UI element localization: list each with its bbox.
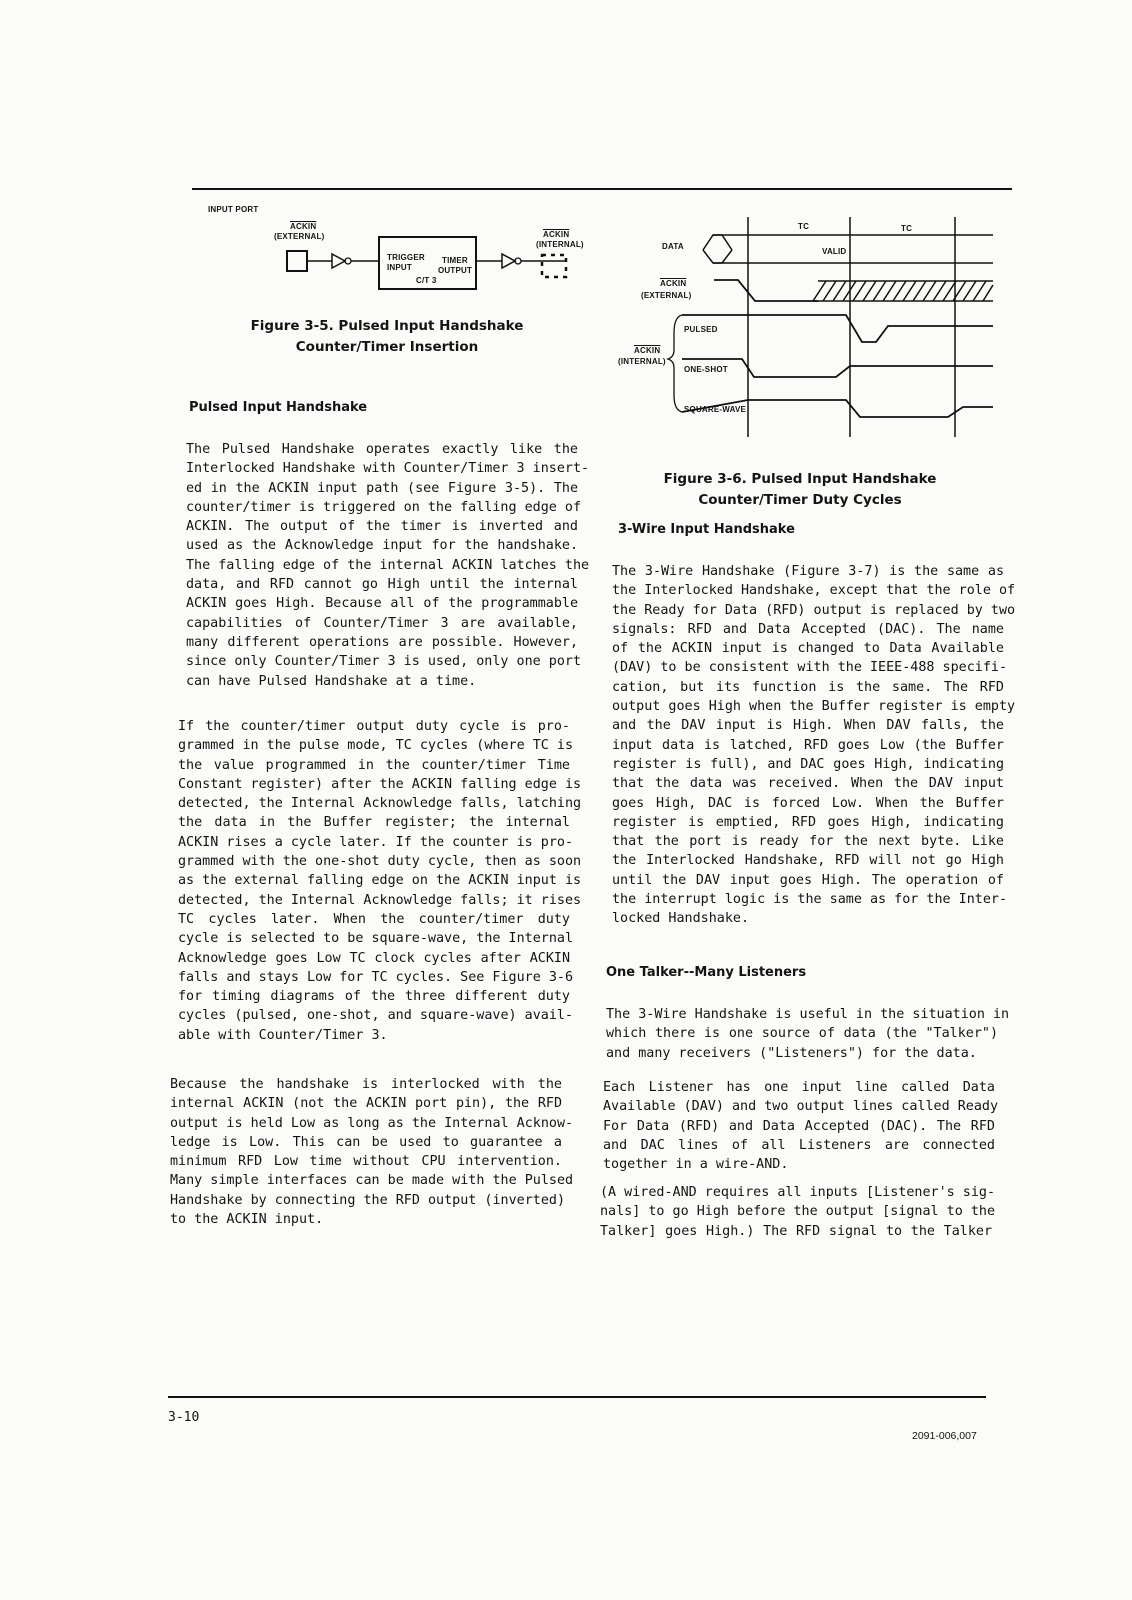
text-line: ACKIN. The output of the timer is inverted and [186, 519, 578, 535]
output-label: OUTPUT [438, 266, 473, 275]
text-line: Handshake by connecting the RFD output (inverted) [170, 1192, 566, 1208]
text-line: the data in the Buffer register; the internal [178, 815, 570, 831]
figure-3-6-caption [645, 469, 955, 511]
text-line: which there is one source of data (the "Talker") [606, 1026, 998, 1042]
pulsed-label: PULSED [684, 325, 718, 334]
timer-label: TIMER [442, 256, 468, 265]
text-line: output is held Low as long as the Internal Acknow- [170, 1115, 574, 1131]
text-line: The 3-Wire Handshake is useful in the situation in [606, 1007, 1010, 1022]
text-line: minimum RFD Low time without CPU intervention. [170, 1154, 562, 1170]
figure-3-5-caption-line2: Counter/Timer Insertion [295, 339, 479, 355]
text-line: since only Counter/Timer 3 is used, only one port [186, 654, 582, 670]
figure-3-6-caption-line2: Counter/Timer Duty Cycles [698, 492, 902, 508]
text-line: as the external falling edge on the ACKIN input is [178, 873, 582, 889]
text-line: until the DAV input goes High. The operation of [612, 872, 1004, 888]
text-line: and many receivers ("Listeners") for the data. [606, 1045, 977, 1061]
text-line: Constant register) after the ACKIN falling edge is [178, 776, 582, 792]
ackin-external-waveform [714, 280, 818, 301]
text-line: Interlocked Handshake with Counter/Timer 3 insert- [186, 461, 590, 477]
text-line: many different operations are possible. However, [186, 634, 578, 650]
text-line: register is emptied, RFD goes High, indicating [612, 814, 1004, 830]
text-line: and the DAV input is High. When DAV falls, the [612, 718, 1004, 734]
text-line: capabilities of Counter/Timer 3 are available, [186, 615, 578, 631]
text-line: the Interlocked Handshake, RFD will not go High [612, 853, 1004, 869]
pulsed-input-handshake-heading: Pulsed Input Handshake [189, 400, 368, 415]
text-line: nals] to go High before the output [signal to the [600, 1204, 996, 1220]
text-line: signals: RFD and Data Accepted (DAC). The name [612, 621, 1004, 637]
ackin-internal-sub-label: (INTERNAL) [536, 240, 584, 249]
text-line: register is full), and DAC goes High, indicating [612, 756, 1004, 772]
right-paragraph-1 [612, 562, 1016, 929]
text-line: The 3-Wire Handshake (Figure 3-7) is the same as [612, 564, 1004, 579]
text-line: The Pulsed Handshake operates exactly like the [186, 442, 578, 457]
text-line: together in a wire-AND. [603, 1157, 789, 1173]
text-line: the value programmed in the counter/timer Time [178, 757, 570, 773]
text-line: grammed in the pulse mode, TC cycles (where TC is [178, 738, 574, 754]
ackin-internal-label-fig6: ACKIN [634, 346, 661, 355]
text-line: cycle is selected to be square-wave, the Internal [178, 931, 574, 947]
right-paragraph-3 [603, 1078, 999, 1174]
right-paragraph-2 [606, 1005, 1010, 1063]
ackin-internal-sub-label-fig6: (INTERNAL) [618, 357, 666, 366]
ackin-external-sub-label: (EXTERNAL) [274, 232, 325, 241]
text-line: Talker] goes High.) The RFD signal to the Talker [600, 1223, 992, 1239]
text-line: (DAV) to be consistent with the IEEE-488 specifi- [612, 660, 1008, 676]
text-line: Each Listener has one input line called Data [603, 1080, 995, 1095]
text-line: of the ACKIN input is changed to Data Available [612, 641, 1004, 657]
text-line: ed in the ACKIN input path (see Figure 3-5). The [186, 480, 578, 496]
left-paragraph-1 [186, 440, 590, 691]
text-line: data, and RFD cannot go High until the internal [186, 577, 578, 593]
text-line: the Interlocked Handshake, except that the role of [612, 583, 1016, 599]
text-line: able with Counter/Timer 3. [178, 1027, 388, 1043]
text-line: to the ACKIN input. [170, 1212, 324, 1228]
left-paragraph-3 [170, 1075, 574, 1229]
tc-label-1: TC [798, 222, 810, 231]
text-line: counter/timer is triggered on the falling edge of [186, 499, 582, 515]
text-line: ACKIN rises a cycle later. If the counter is pro- [178, 834, 574, 850]
inverter-2-icon [502, 254, 515, 268]
one-shot-label: ONE-SHOT [684, 365, 728, 374]
ackin-internal-brace [668, 315, 682, 412]
page-number: 3-10 [168, 1410, 200, 1425]
document-code: 2091-006,007 [912, 1430, 977, 1442]
text-line: TC cycles later. When the counter/timer duty [178, 911, 570, 927]
text-line: input data is latched, RFD goes Low (the Buffer [612, 737, 1004, 753]
one-shot-waveform [682, 359, 993, 377]
text-line: ACKIN goes High. Because all of the programmable [186, 596, 578, 612]
text-line: grammed with the one-shot duty cycle, then as soon [178, 854, 582, 870]
text-line: used as the Acknowledge input for the handshake. [186, 538, 578, 554]
text-line: locked Handshake. [612, 911, 750, 927]
text-line: Acknowledge goes Low TC clock cycles after ACKIN [178, 950, 570, 966]
valid-label: VALID [822, 247, 847, 256]
data-waveform-upper [703, 235, 732, 250]
ackin-external-hatch [813, 281, 993, 301]
text-line: output goes High when the Buffer register is empty [612, 699, 1016, 715]
internal-dashed-box [542, 255, 566, 277]
text-line: falls and stays Low for TC cycles. See Figure 3-6 [178, 969, 574, 985]
tc-label-2: TC [901, 224, 913, 233]
counter-timer-insertion-diagram [192, 195, 602, 305]
text-line: detected, the Internal Acknowledge falls, latching [178, 796, 582, 812]
text-line: The falling edge of the internal ACKIN latches the [186, 557, 590, 573]
text-line: that the data was received. When the DAV input [612, 776, 1004, 792]
text-line: detected, the Internal Acknowledge falls; it rises [178, 892, 582, 908]
text-line: cycles (pulsed, one-shot, and square-wave) avail- [178, 1008, 574, 1024]
bottom-rule [168, 1396, 986, 1398]
text-line: Many simple interfaces can be made with the Pulsed [170, 1173, 574, 1189]
text-line: Because the handshake is interlocked with the [170, 1077, 562, 1092]
data-label: DATA [662, 242, 684, 251]
input-port-label: INPUT PORT [208, 205, 259, 214]
text-line: cation, but its function is the same. The RFD [612, 679, 1004, 695]
top-rule [192, 188, 1012, 190]
text-line: ledge is Low. This can be used to guarantee a [170, 1134, 562, 1150]
right-paragraph-4 [600, 1183, 996, 1241]
text-line: and DAC lines of all Listeners are connected [603, 1137, 995, 1153]
external-pin-box [287, 251, 307, 271]
figure-3-5-caption-line1: Figure 3-5. Pulsed Input Handshake [250, 318, 524, 334]
left-paragraph-2 [178, 717, 582, 1045]
text-line: (A wired-AND requires all inputs [Listener's sig- [600, 1185, 996, 1200]
text-line: can have Pulsed Handshake at a time. [186, 673, 477, 689]
three-wire-input-handshake-heading: 3-Wire Input Handshake [618, 522, 795, 537]
figure-3-5-caption [232, 316, 542, 358]
input-label: INPUT [387, 263, 412, 272]
ackin-external-label: ACKIN [290, 222, 317, 231]
text-line: for timing diagrams of the three different duty [178, 989, 570, 1005]
ackin-external-label-fig6: ACKIN [660, 279, 687, 288]
text-line: If the counter/timer output duty cycle is pro- [178, 719, 570, 734]
text-line: goes High, DAC is forced Low. When the Buffer [612, 795, 1004, 811]
ackin-internal-label: ACKIN [543, 230, 570, 239]
text-line: For Data (RFD) and Data Accepted (DAC). The RFD [603, 1118, 995, 1134]
text-line: the interrupt logic is the same as for the Inter- [612, 892, 1008, 908]
ackin-external-sub-label-fig6: (EXTERNAL) [641, 291, 692, 300]
figure-3-6-caption-line1: Figure 3-6. Pulsed Input Handshake [663, 471, 937, 487]
text-line: Available (DAV) and two output lines called Ready [603, 1099, 999, 1115]
text-line: that the port is ready for the next byte. Like [612, 834, 1004, 850]
text-line: internal ACKIN (not the ACKIN port pin), the RFD [170, 1096, 562, 1112]
square-wave-label: SQUARE-WAVE [684, 405, 747, 414]
trigger-label: TRIGGER [387, 253, 425, 262]
ct3-label: C/T 3 [416, 276, 437, 285]
figure-3-6 [618, 205, 1018, 450]
inverter-1-icon [332, 254, 345, 268]
text-line: the Ready for Data (RFD) output is replaced by two [612, 602, 1016, 618]
pulsed-waveform [682, 315, 993, 342]
data-waveform-lower [703, 250, 732, 263]
one-talker-many-listeners-heading: One Talker--Many Listeners [606, 965, 807, 980]
